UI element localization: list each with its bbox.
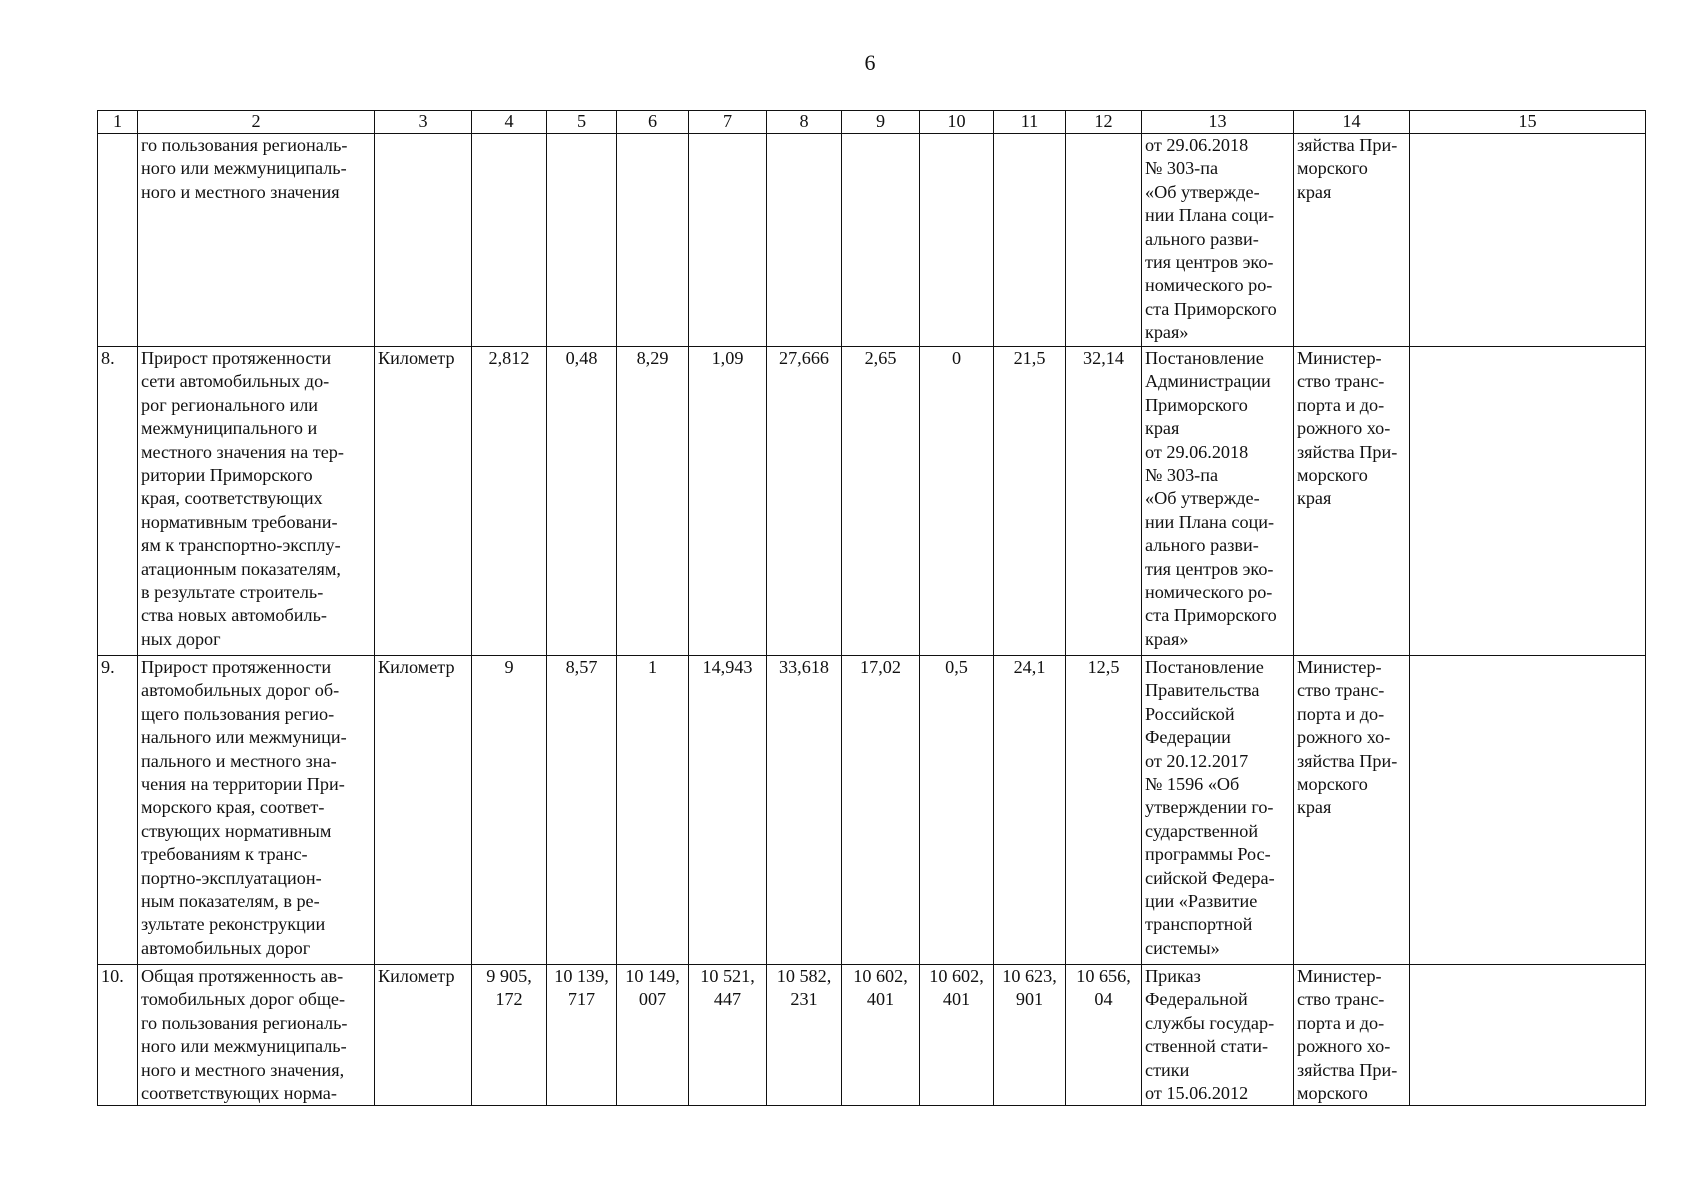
cell-responsible: Министер- ство транс- порта и до- рожного хо- зяйства При- морского края	[1294, 656, 1410, 965]
cell-value-col7	[689, 134, 767, 347]
cell-value-col6: 10 149, 007	[617, 965, 689, 1106]
cell-value-col5: 10 139, 717	[547, 965, 617, 1106]
cell-value-col7: 1,09	[689, 347, 767, 656]
header-col-4: 4	[472, 111, 547, 134]
cell-value-col11: 10 623, 901	[994, 965, 1066, 1106]
header-col-3: 3	[375, 111, 472, 134]
header-col-5: 5	[547, 111, 617, 134]
cell-value-col10	[920, 134, 994, 347]
cell-value-col12: 12,5	[1066, 656, 1142, 965]
cell-unit	[375, 134, 472, 347]
cell-col15	[1410, 656, 1646, 965]
cell-value-col10: 0	[920, 347, 994, 656]
cell-value-col4: 9	[472, 656, 547, 965]
cell-source-document: от 29.06.2018 № 303-па «Об утвержде- нии Плана соци- ального разви- тия центров эко- номического ро- ста Приморского края»	[1142, 134, 1294, 347]
cell-value-col12: 32,14	[1066, 347, 1142, 656]
header-col-10: 10	[920, 111, 994, 134]
cell-source-document: Постановление Администрации Приморского края от 29.06.2018 № 303-па «Об утвержде- нии Плана соци- ального разви- тия центров эко- номического ро- ста Приморского края»	[1142, 347, 1294, 656]
cell-indicator-name: Прирост протяженности автомобильных дорог об- щего пользования регио- нального или межмуници- пального и местного зна- чения на территории При- морского края, соответ- ствующих нормативным требованиям к транс- портно-эксплуатацион- ным показателям, в ре- зультате реконструкции автомобильных дорог	[138, 656, 375, 965]
cell-value-col5: 0,48	[547, 347, 617, 656]
cell-value-col6: 1	[617, 656, 689, 965]
cell-value-col4: 9 905, 172	[472, 965, 547, 1106]
cell-value-col6	[617, 134, 689, 347]
cell-index: 9.	[98, 656, 138, 965]
header-col-11: 11	[994, 111, 1066, 134]
cell-unit: Километр	[375, 656, 472, 965]
header-col-12: 12	[1066, 111, 1142, 134]
cell-responsible: зяйства При- морского края	[1294, 134, 1410, 347]
cell-value-col4: 2,812	[472, 347, 547, 656]
header-col-2: 2	[138, 111, 375, 134]
indicators-table	[97, 110, 1646, 1106]
header-col-6: 6	[617, 111, 689, 134]
table-row-10	[98, 965, 1646, 1106]
cell-value-col7: 14,943	[689, 656, 767, 965]
cell-value-col5	[547, 134, 617, 347]
cell-value-col12: 10 656, 04	[1066, 965, 1142, 1106]
cell-value-col11: 24,1	[994, 656, 1066, 965]
table-row-8	[98, 347, 1646, 656]
cell-source-document: Постановление Правительства Российской Федерации от 20.12.2017 № 1596 «Об утверждении го- сударственной программы Рос- сийской Федера- ции «Развитие транспортной системы»	[1142, 656, 1294, 965]
cell-value-col8: 27,666	[767, 347, 842, 656]
header-col-7: 7	[689, 111, 767, 134]
cell-indicator-name: Общая протяженность ав- томобильных дорог обще- го пользования региональ- ного или межмуниципаль- ного и местного значения, соответствующих норма-	[138, 965, 375, 1106]
cell-indicator-name: Прирост протяженности сети автомобильных до- рог регионального или межмуниципального и местного значения на тер- ритории Приморского края, соответствующих нормативным требовани- ям к транспортно-эксплу- атационным показателям, в результате строитель- ства новых автомобиль- ных дорог	[138, 347, 375, 656]
header-col-15: 15	[1410, 111, 1646, 134]
cell-value-col4	[472, 134, 547, 347]
cell-col15	[1410, 965, 1646, 1106]
cell-value-col8	[767, 134, 842, 347]
cell-value-col7: 10 521, 447	[689, 965, 767, 1106]
header-col-14: 14	[1294, 111, 1410, 134]
cell-value-col9: 2,65	[842, 347, 920, 656]
cell-value-col8: 33,618	[767, 656, 842, 965]
header-col-8: 8	[767, 111, 842, 134]
cell-value-col8: 10 582, 231	[767, 965, 842, 1106]
cell-value-col12	[1066, 134, 1142, 347]
cell-indicator-name: го пользования региональ- ного или межмуниципаль- ного и местного значения	[138, 134, 375, 347]
cell-value-col6: 8,29	[617, 347, 689, 656]
cell-value-col9: 17,02	[842, 656, 920, 965]
cell-value-col9: 10 602, 401	[842, 965, 920, 1106]
cell-index	[98, 134, 138, 347]
cell-value-col10: 0,5	[920, 656, 994, 965]
cell-col15	[1410, 134, 1646, 347]
cell-value-col10: 10 602, 401	[920, 965, 994, 1106]
cell-col15	[1410, 347, 1646, 656]
cell-value-col9	[842, 134, 920, 347]
cell-value-col11: 21,5	[994, 347, 1066, 656]
cell-unit: Километр	[375, 965, 472, 1106]
table-header-row	[98, 111, 1646, 134]
header-col-9: 9	[842, 111, 920, 134]
cell-responsible: Министер- ство транс- порта и до- рожного хо- зяйства При- морского	[1294, 965, 1410, 1106]
cell-value-col11	[994, 134, 1066, 347]
cell-index: 8.	[98, 347, 138, 656]
table-row-continued	[98, 134, 1646, 347]
cell-value-col5: 8,57	[547, 656, 617, 965]
header-col-1: 1	[98, 111, 138, 134]
cell-source-document: Приказ Федеральной службы государ- ственной стати- стики от 15.06.2012	[1142, 965, 1294, 1106]
table-row-9	[98, 656, 1646, 965]
page-number: 6	[864, 50, 876, 75]
header-col-13: 13	[1142, 111, 1294, 134]
cell-responsible: Министер- ство транс- порта и до- рожного хо- зяйства При- морского края	[1294, 347, 1410, 656]
cell-index: 10.	[98, 965, 138, 1106]
cell-unit: Километр	[375, 347, 472, 656]
